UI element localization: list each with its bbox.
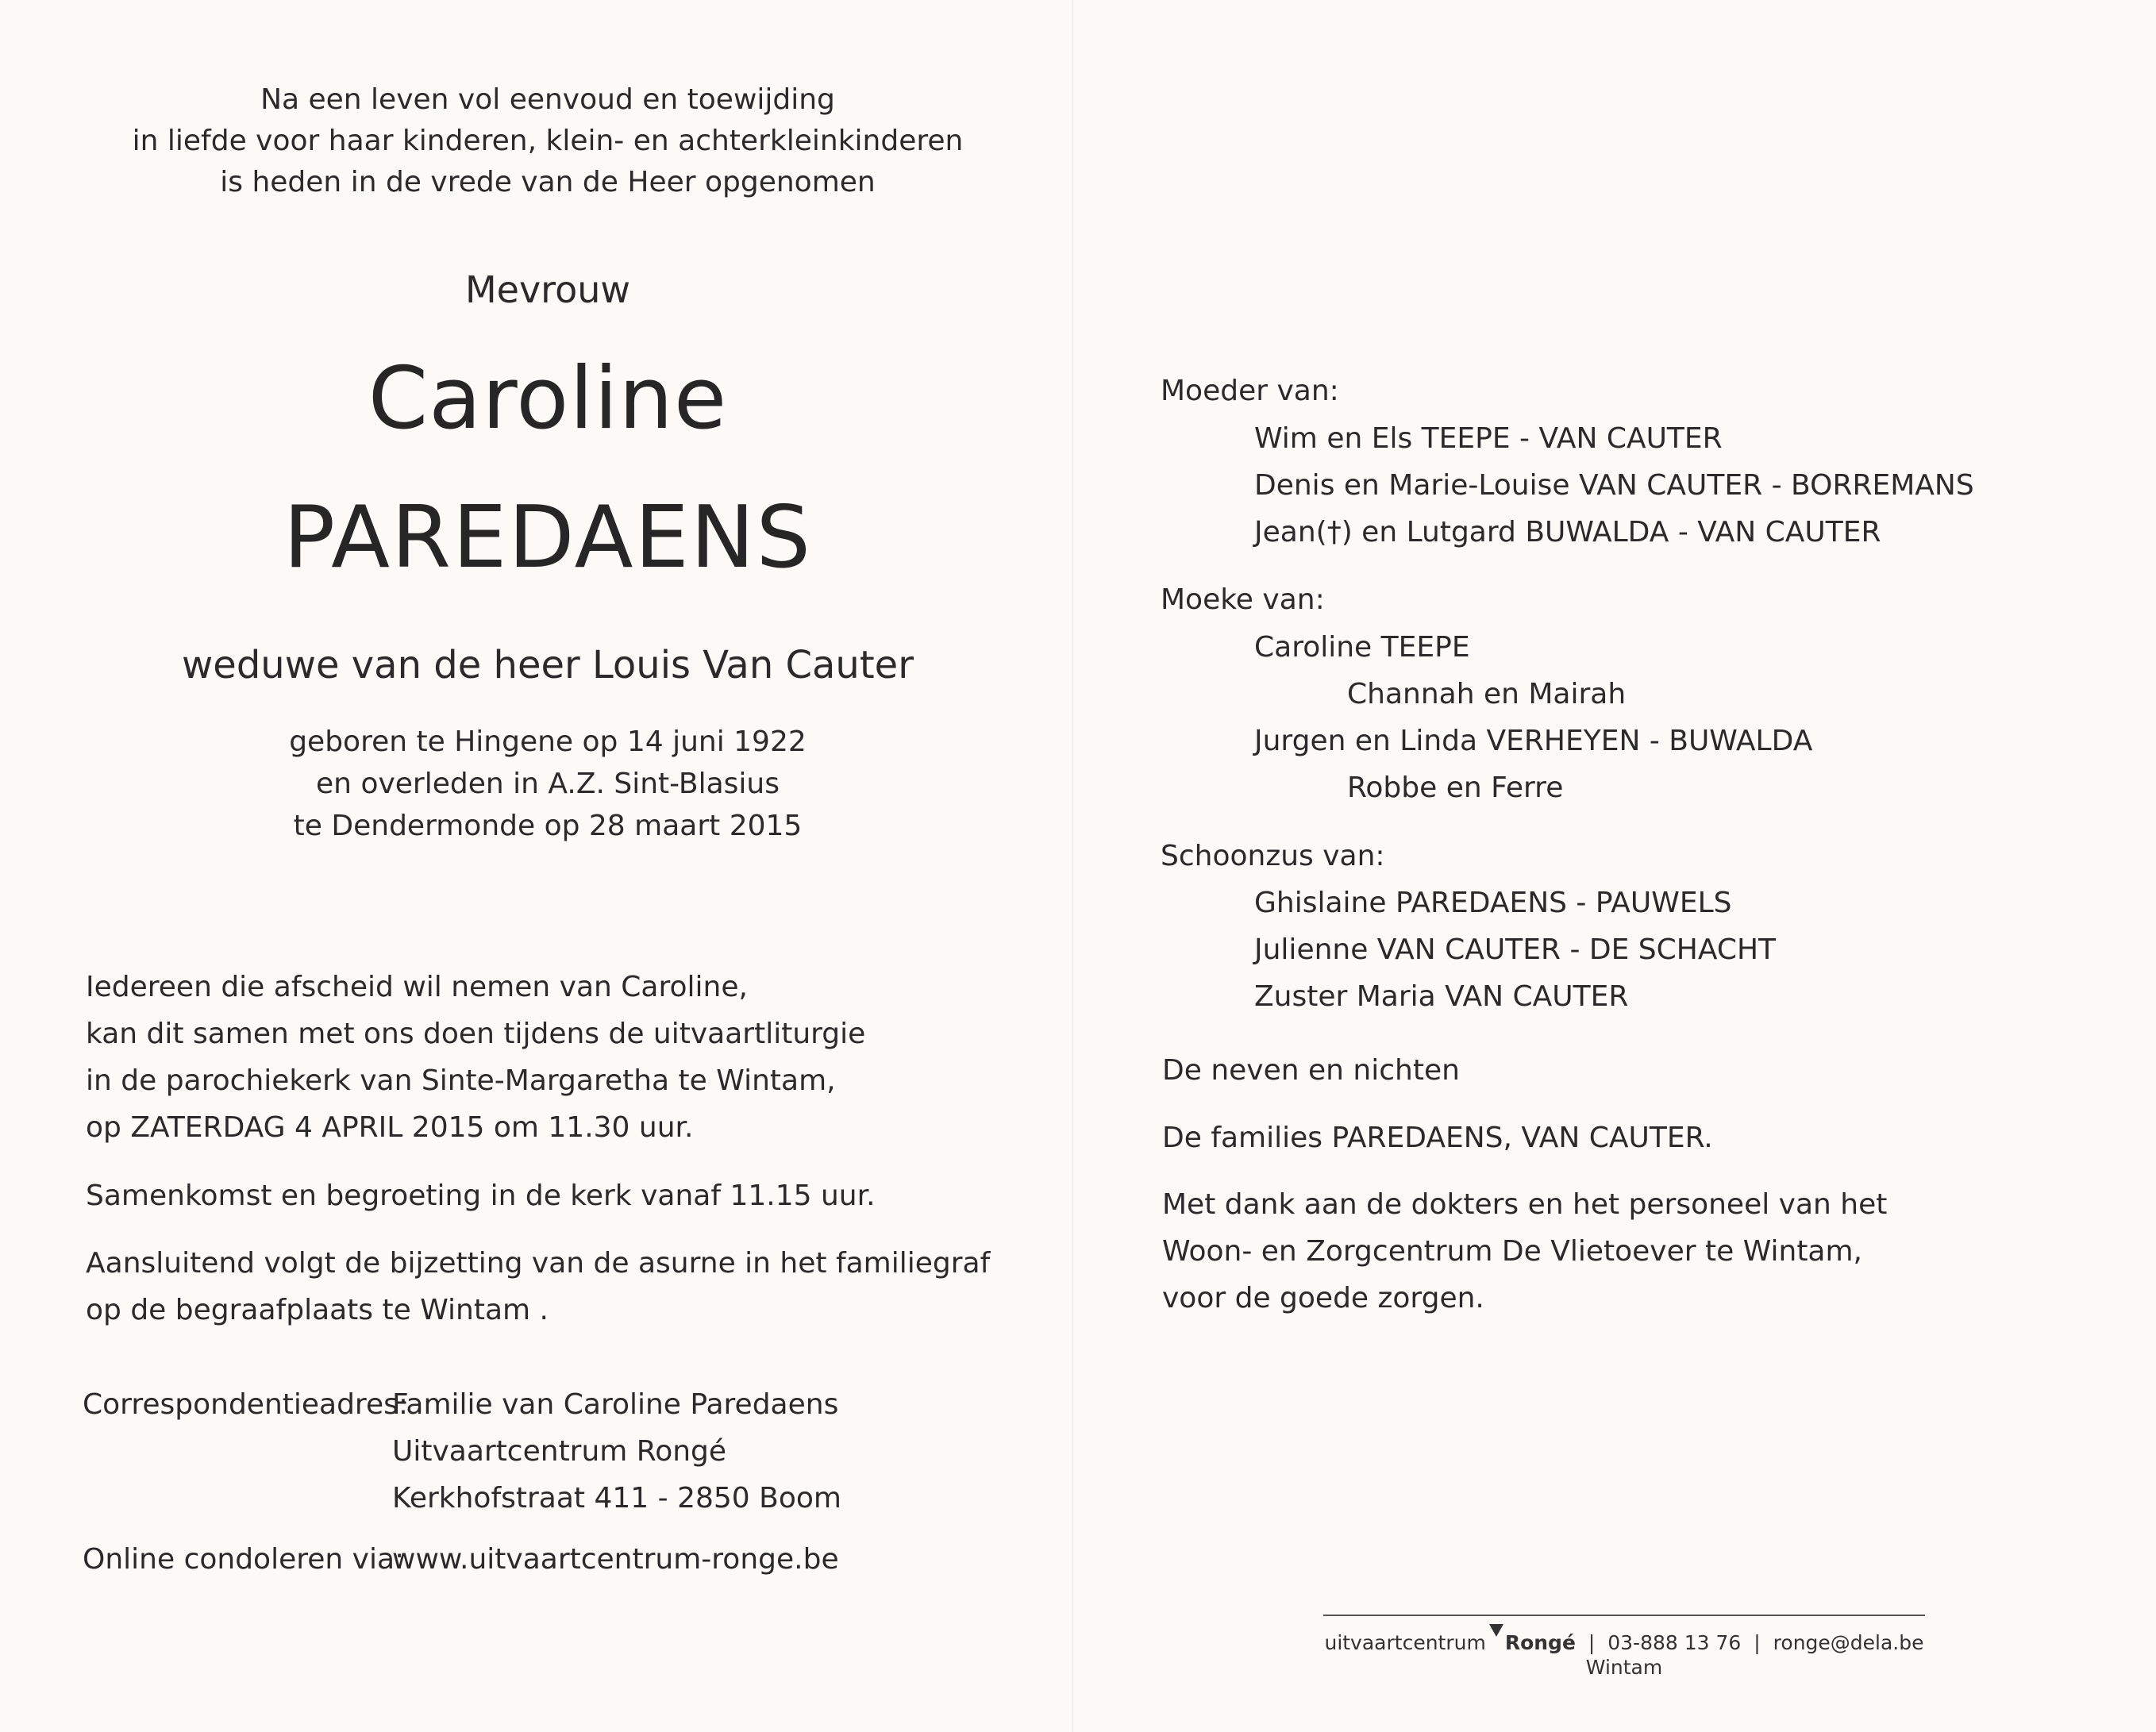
intro-line: in liefde voor haar kinderen, klein- en achterkleinkinderen: [132, 125, 964, 157]
thanks-line: voor de goede zorgen.: [1162, 1282, 1484, 1314]
footer-separator: |: [1754, 1631, 1761, 1654]
address-line: Familie van Caroline Paredaens: [392, 1388, 839, 1421]
intro-line: is heden in de vrede van de Heer opgenomen: [220, 166, 876, 198]
birth-death-line: te Dendermonde op 28 maart 2015: [293, 810, 803, 842]
left-page: [0, 0, 1073, 1732]
thanks-text: [1162, 1181, 1887, 1322]
widow-of-line: weduwe van de heer Louis Van Cauter: [182, 643, 914, 687]
child-entry: Denis en Marie-Louise VAN CAUTER - BORREMANS: [1254, 469, 1974, 502]
funeral-home-footer: [1323, 1624, 1925, 1654]
great-grandchild-entry: Channah en Mairah: [1347, 678, 1627, 710]
ronge-triangle-icon: [1489, 1624, 1503, 1637]
sister-in-law-label: Schoonzus van:: [1161, 840, 1385, 872]
grandchild-entry: Jurgen en Linda VERHEYEN - BUWALDA: [1254, 725, 1813, 757]
child-entry: Jean(†) en Lutgard BUWALDA - VAN CAUTER: [1254, 516, 1881, 548]
deceased-first-name: Caroline: [368, 349, 728, 448]
footer-brand: Rongé: [1504, 1631, 1576, 1654]
footer-email[interactable]: ronge@dela.be: [1773, 1631, 1924, 1654]
burial-details: [86, 1240, 990, 1334]
intro-text: [0, 79, 1095, 203]
correspondence-label: Correspondentieadres:: [83, 1388, 408, 1421]
footer-town: Wintam: [1585, 1656, 1663, 1679]
funeral-line: op ZATERDAG 4 APRIL 2015 om 11.30 uur.: [86, 1111, 694, 1144]
burial-line: Aansluitend volgt de bijzetting van de asurne in het familiegraf: [86, 1247, 991, 1280]
great-grandchild-entry: Robbe en Ferre: [1347, 772, 1564, 804]
thanks-line: Woon- en Zorgcentrum De Vlietoever te Wintam,: [1162, 1235, 1862, 1268]
funeral-line: in de parochiekerk van Sinte-Margaretha te Wintam,: [86, 1064, 836, 1097]
gathering-text: Samenkomst en begroeting in de kerk vanaf 11.15 uur.: [86, 1180, 876, 1212]
thanks-line: Met dank aan de dokters en het personeel van het: [1162, 1188, 1888, 1221]
grandma-of-label: Moeke van:: [1161, 583, 1325, 616]
sister-in-law-entry: Zuster Maria VAN CAUTER: [1254, 980, 1629, 1013]
address-line: Kerkhofstraat 411 - 2850 Boom: [392, 1482, 841, 1515]
footer-prefix: uitvaartcentrum: [1324, 1631, 1486, 1654]
footer-separator: |: [1588, 1631, 1596, 1654]
mother-of-label: Moeder van:: [1161, 375, 1339, 407]
sister-in-law-entry: Julienne VAN CAUTER - DE SCHACHT: [1254, 933, 1777, 966]
address-line: Uitvaartcentrum Rongé: [392, 1435, 727, 1468]
intro-line: Na een leven vol eenvoud en toewijding: [260, 83, 835, 116]
honorific-title: Mevrouw: [464, 268, 631, 311]
birth-death-details: [0, 721, 1095, 847]
online-label: Online condoleren via:: [83, 1543, 405, 1576]
birth-death-line: geboren te Hingene op 14 juni 1922: [289, 726, 807, 758]
grandchild-entry: Caroline TEEPE: [1254, 631, 1470, 664]
sister-in-law-entry: Ghislaine PAREDAENS - PAUWELS: [1254, 887, 1732, 919]
funeral-line: Iedereen die afscheid wil nemen van Caroline,: [86, 971, 748, 1003]
burial-line: op de begraafplaats te Wintam .: [86, 1294, 549, 1326]
right-page: [1073, 0, 2156, 1732]
online-condolence: [83, 1543, 839, 1576]
cousins-line: De neven en nichten: [1162, 1054, 1460, 1087]
child-entry: Wim en Els TEEPE - VAN CAUTER: [1254, 422, 1723, 455]
deceased-last-name: PAREDAENS: [283, 488, 813, 587]
online-url-link[interactable]: www.uitvaartcentrum-ronge.be: [392, 1543, 839, 1576]
funeral-line: kan dit samen met ons doen tijdens de uitvaartliturgie: [86, 1018, 866, 1050]
footer-phone: 03-888 13 76: [1607, 1631, 1742, 1654]
footer-divider: [1323, 1615, 1925, 1616]
funeral-details: [86, 964, 865, 1151]
birth-death-line: en overleden in A.Z. Sint-Blasius: [316, 768, 780, 800]
families-line: De families PAREDAENS, VAN CAUTER.: [1162, 1122, 1713, 1154]
correspondence-lines: [392, 1381, 841, 1522]
